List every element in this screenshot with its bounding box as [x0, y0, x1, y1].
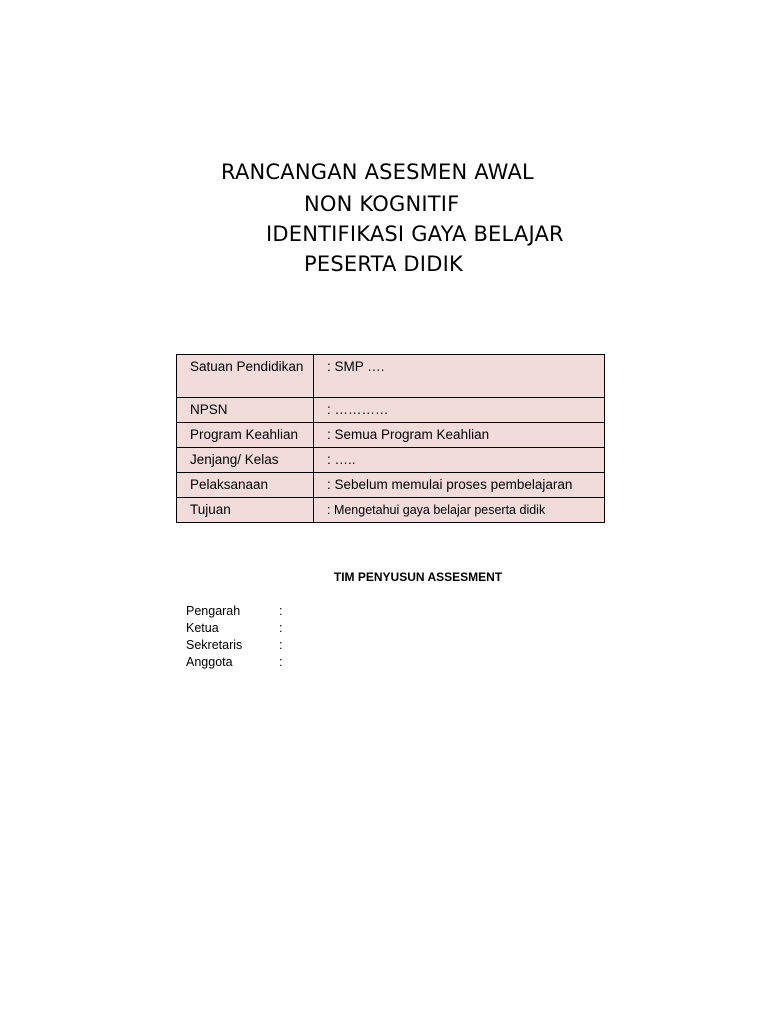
row-label-pelaksanaan: Pelaksanaan — [177, 473, 314, 498]
table-row — [177, 473, 605, 498]
team-role-ketua: Ketua — [186, 621, 219, 635]
row-value-satuan-pendidikan: : SMP …. — [314, 355, 605, 398]
team-role-sekretaris: Sekretaris — [186, 638, 243, 652]
team-section-title: TIM PENYUSUN ASSESMENT — [333, 570, 503, 584]
list-item — [186, 603, 289, 620]
document-title-line-4: PESERTA DIDIK — [304, 252, 463, 276]
row-value-jenjang-kelas: : ….. — [314, 448, 605, 473]
table-row — [177, 398, 605, 423]
team-member-list — [186, 603, 289, 671]
team-role-pengarah: Pengarah — [186, 604, 241, 618]
document-title-line-1: RANCANGAN ASESMEN AWAL — [221, 160, 534, 184]
row-label-program-keahlian: Program Keahlian — [177, 423, 314, 448]
row-label-npsn: NPSN — [177, 398, 314, 423]
row-label-tujuan: Tujuan — [177, 498, 314, 523]
row-value-pelaksanaan: : Sebelum memulai proses pembelajaran — [314, 473, 605, 498]
row-value-program-keahlian: : Semua Program Keahlian — [314, 423, 605, 448]
row-label-satuan-pendidikan: Satuan Pendidikan — [177, 355, 314, 398]
table-row — [177, 498, 605, 523]
list-item — [186, 654, 289, 671]
team-colon: : — [279, 604, 283, 618]
list-item — [186, 620, 289, 637]
table-row — [177, 448, 605, 473]
table-row — [177, 423, 605, 448]
document-title-line-2: NON KOGNITIF — [304, 192, 460, 216]
info-table — [176, 354, 605, 523]
row-value-tujuan: : Mengetahui gaya belajar peserta didik — [314, 498, 605, 523]
team-colon: : — [279, 638, 283, 652]
document-title-line-3: IDENTIFIKASI GAYA BELAJAR — [266, 222, 564, 246]
team-colon: : — [279, 655, 283, 669]
table-row — [177, 355, 605, 398]
row-value-npsn: : ………… — [314, 398, 605, 423]
row-label-jenjang-kelas: Jenjang/ Kelas — [177, 448, 314, 473]
team-colon: : — [279, 621, 283, 635]
list-item — [186, 637, 289, 654]
team-role-anggota: Anggota — [186, 655, 233, 669]
